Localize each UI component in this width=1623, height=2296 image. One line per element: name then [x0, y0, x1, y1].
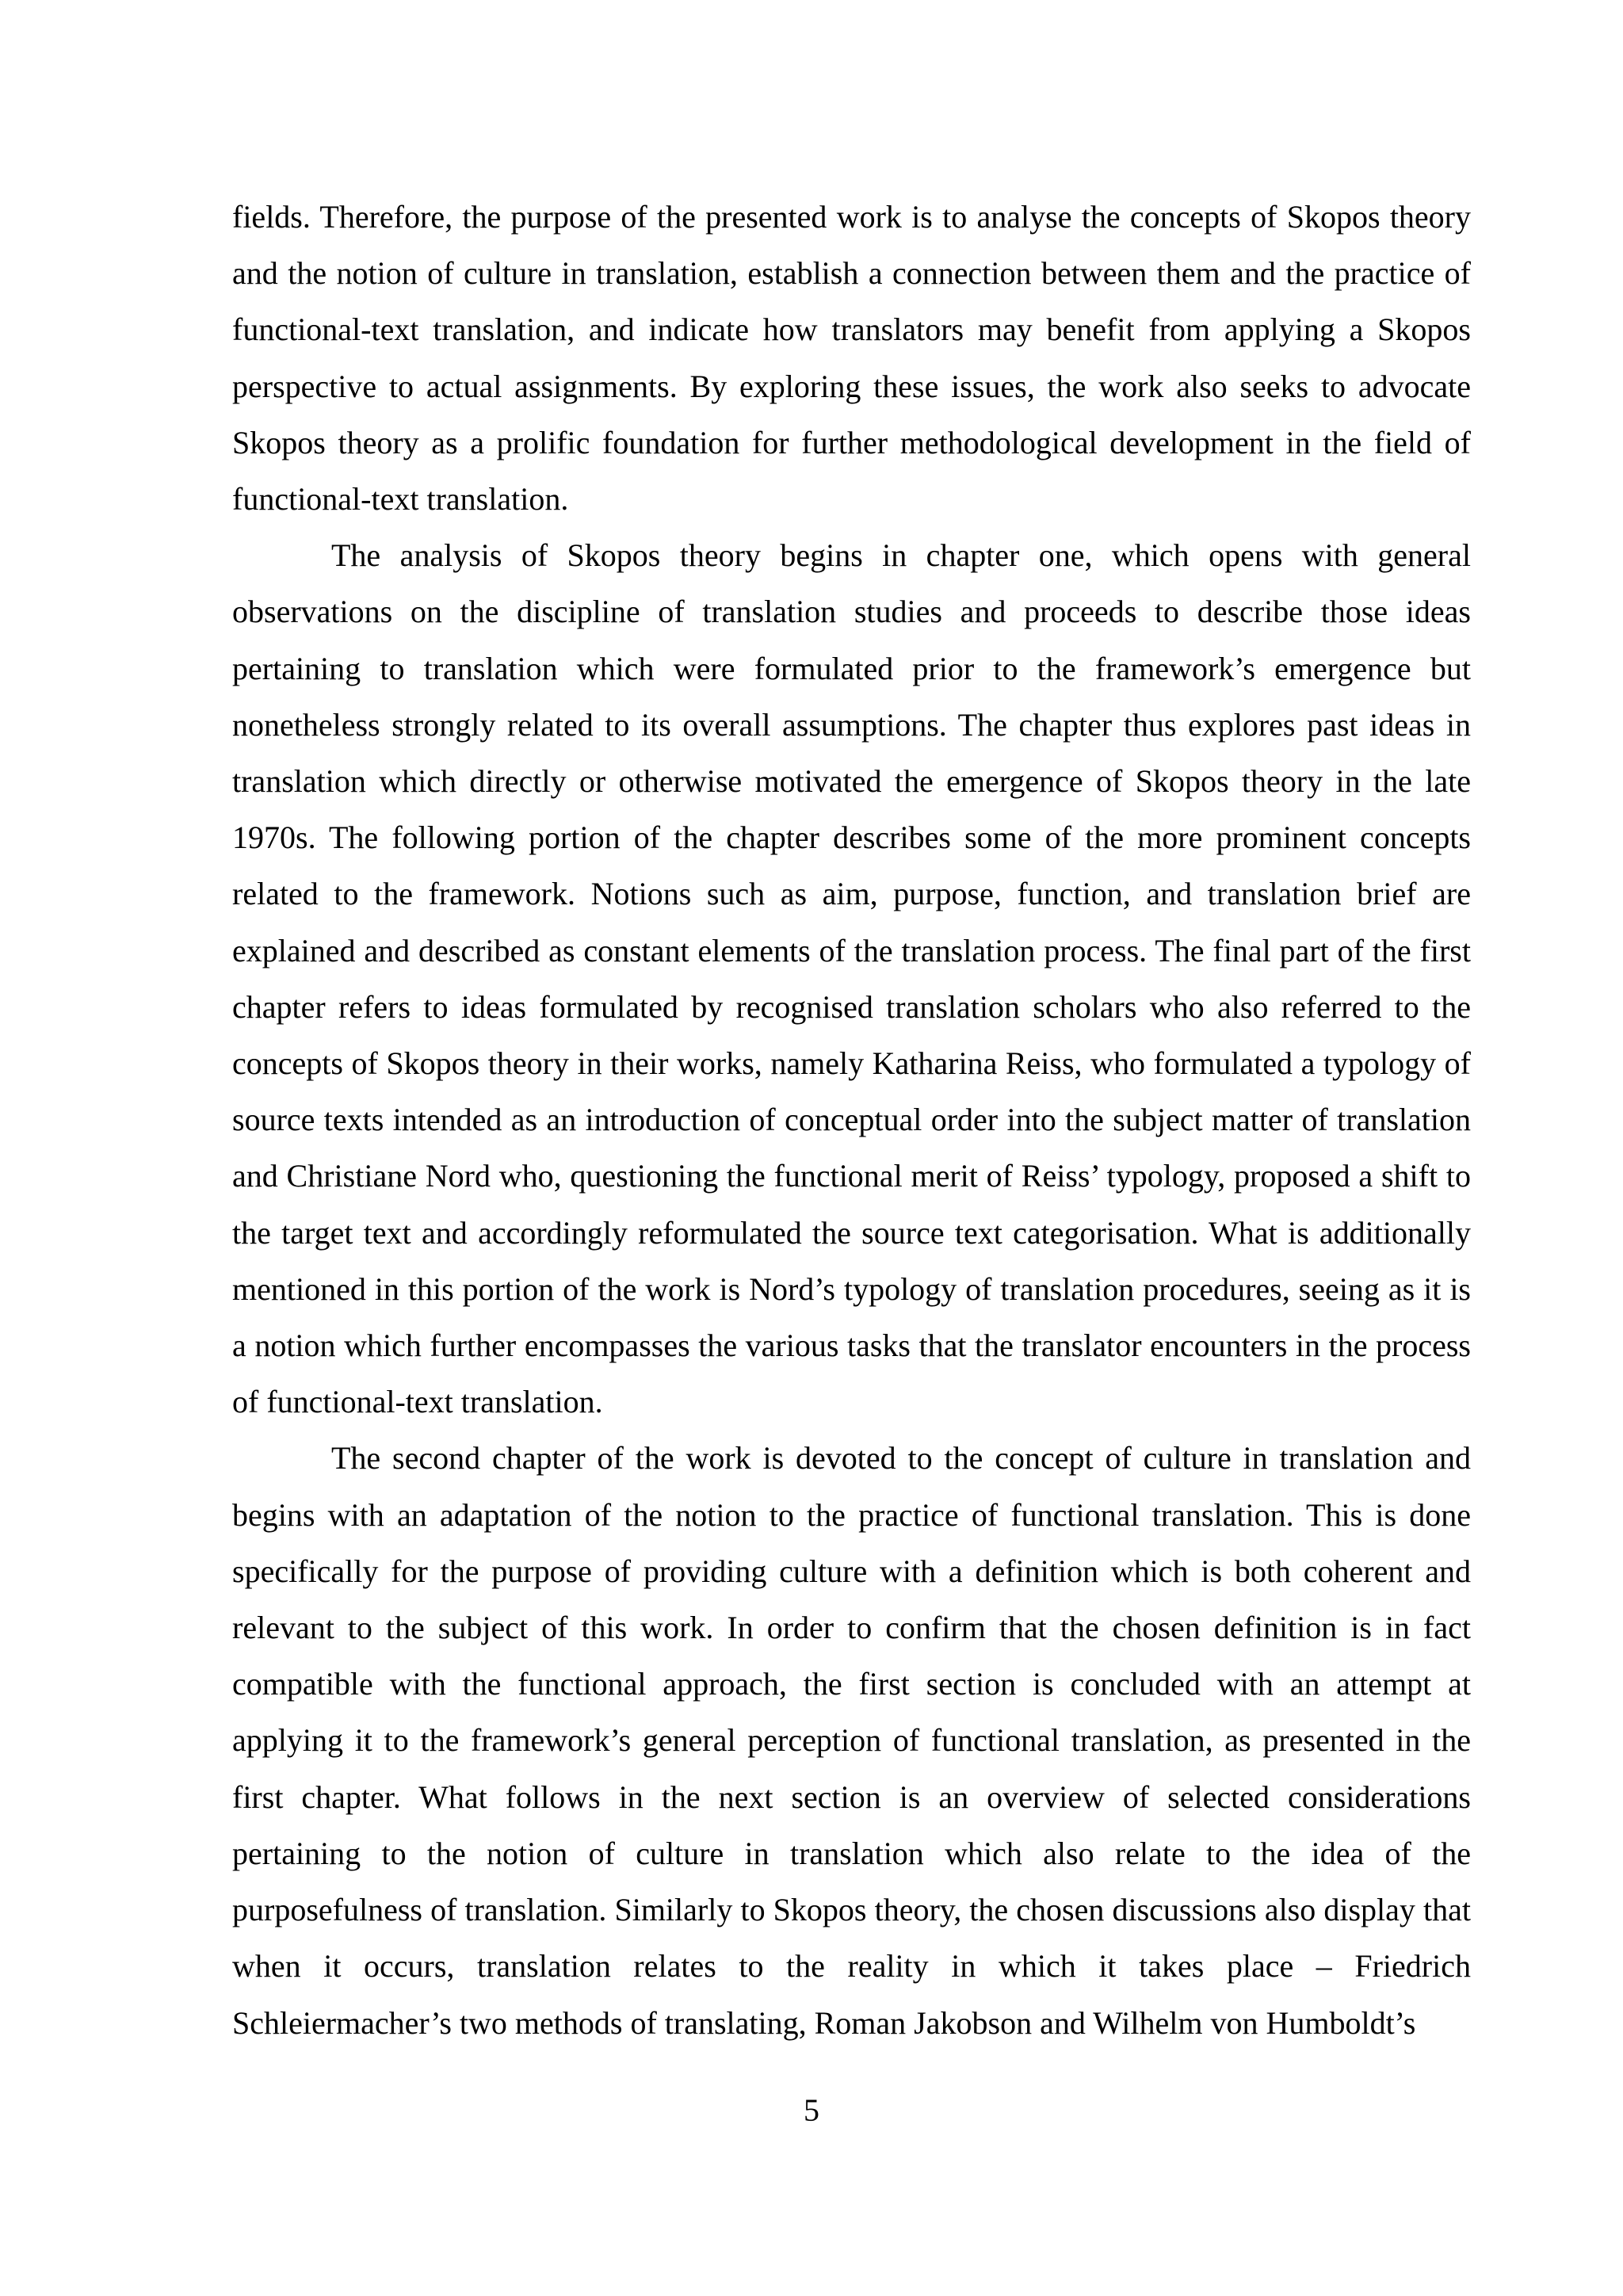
paragraph-1: fields. Therefore, the purpose of the presented work is to analyse the concepts of Skopos theory and the notion of culture in translation, establish a connection between them and the practice of functional-text translation, and indicate how translators may benefit from applying a Skopos perspective to actual assignments. By exploring these issues, the work also seeks to advocate Skopos theory as a prolific foundation for further methodological development in the field of functional-text translation. [232, 199, 1471, 518]
body-text [232, 189, 1471, 2051]
page-number: 5 [804, 2092, 819, 2128]
paragraph-3: The second chapter of the work is devoted to the concept of culture in translation and begins with an adaptation of the notion to the practice of functional translation. This is done specifically for the purpose of providing culture with a definition which is both coherent and relevant to the subject of this work. In order to confirm that the chosen definition is in fact compatible with the functional approach, the first section is concluded with an attempt at applying it to the framework’s general perception of functional translation, as presented in the first chapter. What follows in the next section is an overview of selected considerations pertaining to the notion of culture in translation which also relate to the idea of the purposefulness of translation. Similarly to Skopos theory, the chosen discussions also display that when it occurs, translation relates to the reality in which it takes place – Friedrich Schleiermacher’s two methods of translating, Roman Jakobson and Wilhelm von Humboldt’s [232, 1440, 1471, 2041]
paragraph-2: The analysis of Skopos theory begins in chapter one, which opens with general observations on the discipline of translation studies and proceeds to describe those ideas pertaining to translation which were formulated prior to the framework’s emergence but nonetheless strongly related to its overall assumptions. The chapter thus explores past ideas in translation which directly or otherwise motivated the emergence of Skopos theory in the late 1970s. The following portion of the chapter describes some of the more prominent concepts related to the framework. Notions such as aim, purpose, function, and translation brief are explained and described as constant elements of the translation process. The final part of the first chapter refers to ideas formulated by recognised translation scholars who also referred to the concepts of Skopos theory in their works, namely Katharina Reiss, who formulated a typology of source texts intended as an introduction of conceptual order into the subject matter of translation and Christiane Nord who, questioning the functional merit of Reiss’ typology, proposed a shift to the target text and accordingly reformulated the source text categorisation. What is additionally mentioned in this portion of the work is Nord’s typology of translation procedures, seeing as it is a notion which further encompasses the various tasks that the translator encounters in the process of functional-text translation. [232, 537, 1471, 1420]
